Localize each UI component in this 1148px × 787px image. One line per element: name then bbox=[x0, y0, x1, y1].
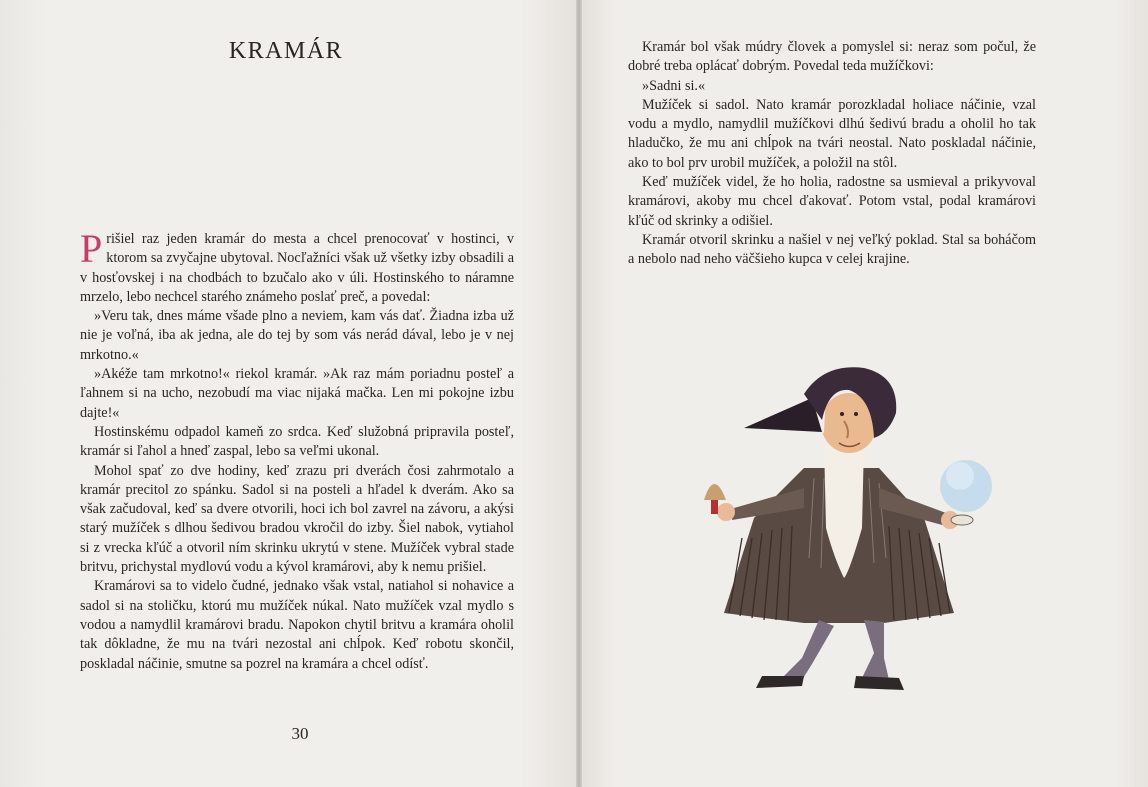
paragraph-1 bbox=[80, 226, 514, 307]
page-number: 30 bbox=[291, 724, 309, 743]
drop-cap: P bbox=[80, 226, 103, 271]
left-shoe bbox=[756, 676, 804, 688]
left-leg bbox=[774, 620, 834, 680]
cup-icon bbox=[951, 515, 973, 525]
old-man-illustration bbox=[684, 358, 1004, 698]
shaving-brush-icon bbox=[704, 484, 726, 500]
page-title: KRAMÁR bbox=[228, 38, 344, 64]
right-leg bbox=[862, 620, 889, 680]
paragraph-6: Kramárovi sa to videlo čudné, jednako však vstal, natiahol si nohavice a sadol si na stoličku, ktorú mu mužíček núkal. Nato mužíček vzal mydlo s vodou a namydlil kramárovi bradu. Napokon chytil britvu a kramára oholil tak dôkladne, že mu na tvári nezostal ani chĺpok. Keď robotu skončil, poskladal náčinie, smutne sa pozrel na kramára a chcel odísť. bbox=[80, 578, 514, 672]
paragraph-4: Hostinskému odpadol kameň zo srdca. Keď služobná pripravila posteľ, kramár si ľahol a hneď zaspal, lebo sa veľmi ukonal. bbox=[80, 423, 514, 460]
right-shoe bbox=[854, 676, 904, 690]
book-gutter bbox=[576, 0, 582, 787]
brush-handle bbox=[711, 498, 718, 514]
paragraph-5: Mohol spať zo dve hodiny, keď zrazu pri dverách čosi zahrmotalo a kramár precitol zo spánku. Sadol si na posteli a hľadel k dverám. Ako sa však začudoval, keď sa dvere otvorili, hoci ich bol zavrel na závoru, a akýsi starý mužíček s dlhou šedivou bradou vkročil do izby. Šiel nabok, vytiahol si z vrecka kľúč a otvoril ním skrinku ukrytú v stene. Mužíček vybral stade britvu, prichystal mydlovú vodu a kývol kramárovi, aby k nemu prišiel. bbox=[80, 462, 514, 576]
paragraph-7: Kramár bol však múdry človek a pomyslel si: neraz som počul, že dobré treba oplácať dobrým. Povedal teda mužíčkovi: bbox=[628, 39, 1036, 75]
paragraph-3: »Akéže tam mrkotno!« riekol kramár. »Ak raz mám poriadnu posteľ a ľahnem si na ucho, nezobudí ma viac nijaká mačka. Len mi pokojne izbu dajte!« bbox=[80, 366, 514, 421]
paragraph-1-text: rišiel raz jeden kramár do mesta a chcel prenocovať v hostinci, v ktorom sa zvyčajne ubytoval. Nocľažníci však už všetky izby obsadili a v hosťovskej i na chodbách to bzučalo ako v úli. Hostinského to náramne mrzelo, lebo nechcel starého známeho poslať preč, a povedal: bbox=[80, 231, 514, 305]
paragraph-2: »Veru tak, dnes máme všade plno a neviem, kam vás dať. Žiadna izba už nie je voľná, iba ak jedna, ale do tej by som vás nerád dával, lebo je v nej mrkotno.« bbox=[80, 308, 514, 363]
wizard-hat bbox=[744, 367, 896, 438]
paragraph-11: Kramár otvoril skrinku a našiel v nej veľký poklad. Stal sa boháčom a nebolo nad neho väčšieho kupca v celej krajine. bbox=[628, 231, 1036, 268]
paragraph-8: »Sadni si.« bbox=[642, 77, 706, 94]
paragraph-9: Mužíček si sadol. Nato kramár porozkladal holiace náčinie, vzal vodu a mydlo, namydlil mužíčkovi dlhú šedivú bradu a oholil ho tak hladučko, že mu ani chĺpok na tvári neostal. Nato poskladal náčinie, ako to bol prv urobil mužíček, a položil na stôl. bbox=[628, 96, 1036, 171]
left-hand bbox=[717, 503, 735, 521]
paragraph-10: Keď mužíček videl, že ho holia, radostne sa usmieval a prikyvoval kramárovi, akoby mu chcel ďakovať. Potom vstal, podal kramárovi kľúč od skrinky a odišiel. bbox=[628, 174, 1036, 229]
left-page-text bbox=[80, 226, 514, 674]
right-page-text bbox=[628, 38, 1036, 270]
